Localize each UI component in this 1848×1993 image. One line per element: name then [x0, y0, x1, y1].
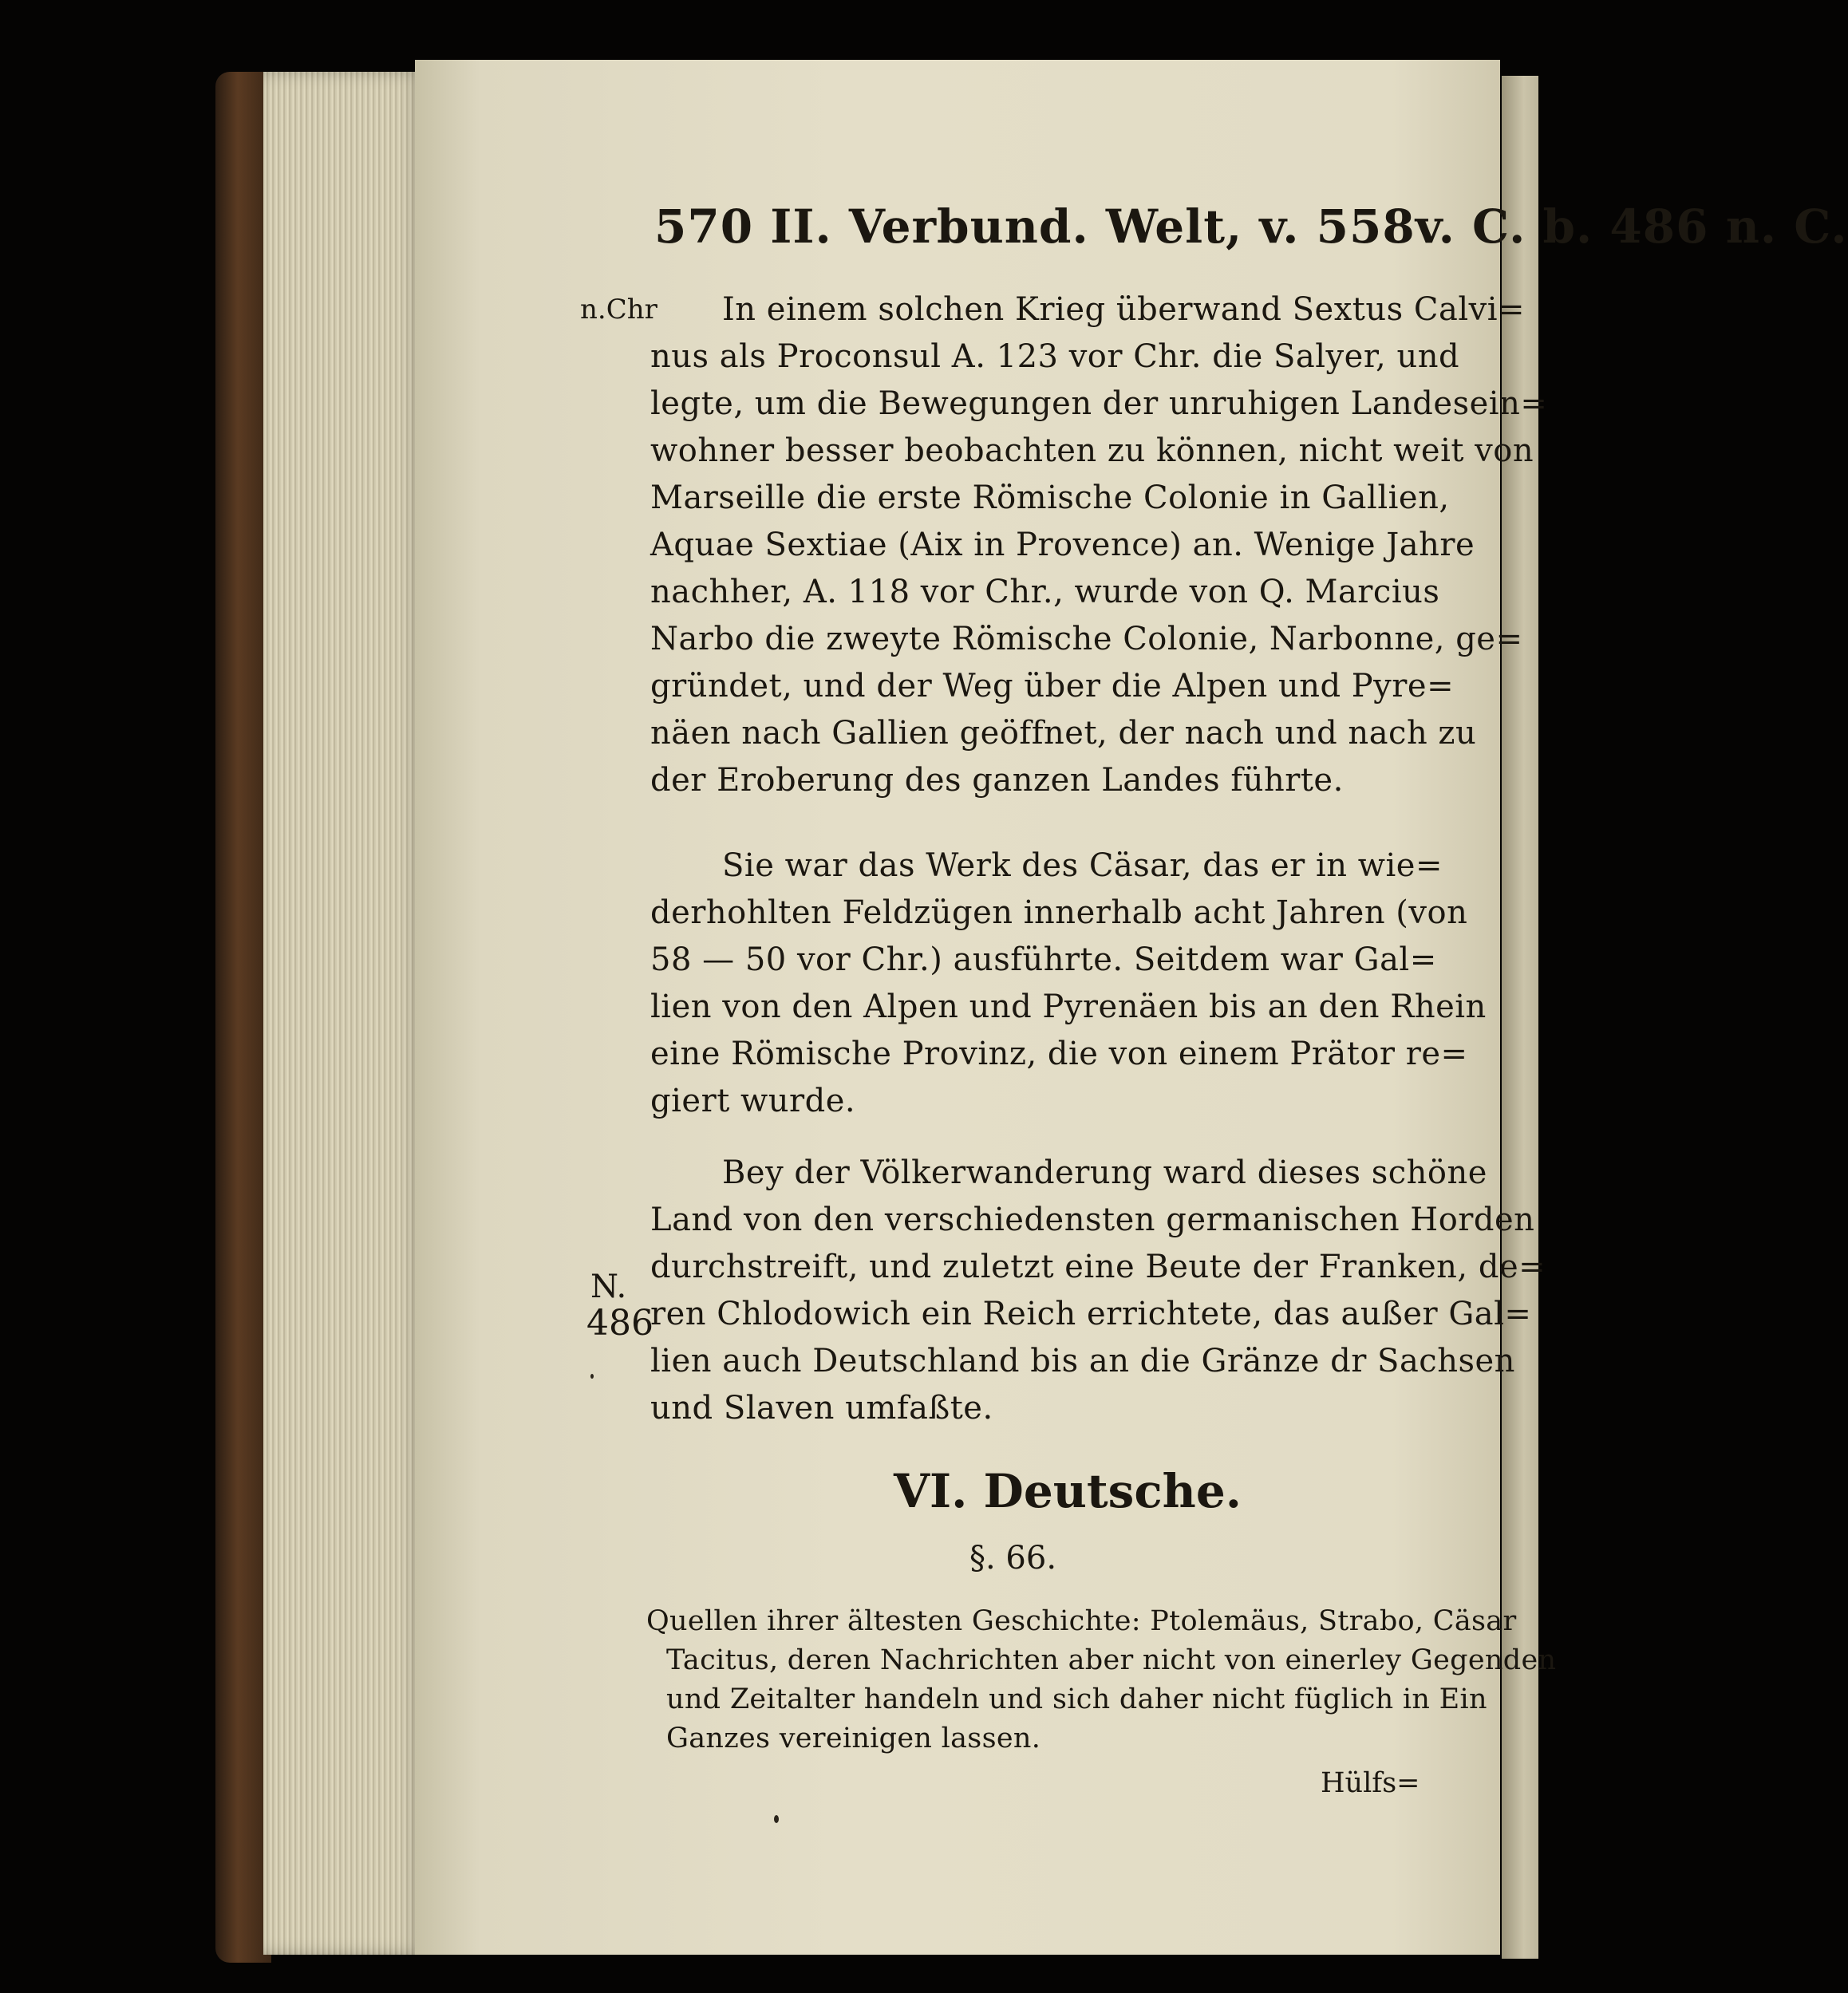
paragraph-2-line: lien von den Alpen und Pyrenäen bis an den Rhein — [650, 989, 1487, 1025]
paragraph-1-line: legte, um die Bewegungen der unruhigen Landesein= — [650, 385, 1548, 422]
paragraph-1-line: nachher, A. 118 vor Chr., wurde von Q. Marcius — [650, 574, 1440, 610]
paragraph-3-line: durchstreift, und zuletzt eine Beute der Franken, de= — [650, 1249, 1546, 1285]
paragraph-3-line: Bey der Völkerwanderung ward dieses schöne — [722, 1154, 1487, 1191]
paragraph-1-line: gründet, und der Weg über die Alpen und Pyre= — [650, 668, 1455, 704]
paragraph-2-line: Sie war das Werk des Cäsar, das er in wie= — [722, 847, 1443, 884]
paragraph-3-line: lien auch Deutschland bis an die Gränze dr Sachsen — [650, 1343, 1515, 1379]
paragraph-2-line: eine Römische Provinz, die von einem Prätor re= — [650, 1036, 1468, 1072]
paragraph-2-line: derhohlten Feldzügen innerhalb acht Jahren (von — [650, 894, 1468, 931]
paragraph-1-line: nus als Proconsul A. 123 vor Chr. die Salyer, und — [650, 338, 1460, 375]
paragraph-1-line: Marseille die erste Römische Colonie in Gallien, — [650, 480, 1450, 516]
sources-note-line: und Zeitalter handeln und sich daher nicht füglich in Ein — [666, 1683, 1487, 1715]
paragraph-1-line: der Eroberung des ganzen Landes führte. — [650, 762, 1344, 799]
paragraph-2-line: 58 — 50 vor Chr.) ausführte. Seitdem war Gal= — [650, 941, 1437, 978]
running-head: 570 II. Verbund. Welt, v. 558v. C. b. 486 n. C. — [654, 199, 1848, 254]
margin-note-year: 486 — [586, 1303, 654, 1344]
paragraph-3-line: ren Chlodowich ein Reich errichtete, das außer Gal= — [650, 1296, 1532, 1332]
facing-page-edge — [1502, 76, 1538, 1959]
paragraph-1-line: näen nach Gallien geöffnet, der nach und nach zu — [650, 715, 1477, 752]
paragraph-3-line: Land von den verschiedensten germanischen Horden — [650, 1202, 1535, 1238]
paragraph-1-line: Aquae Sextiae (Aix in Provence) an. Wenige Jahre — [650, 527, 1475, 563]
ink-speck — [774, 1815, 779, 1823]
ink-speck — [590, 1374, 594, 1379]
paragraph-1-line: Narbo die zweyte Römische Colonie, Narbonne, ge= — [650, 621, 1523, 657]
paragraph-1-line: In einem solchen Krieg überwand Sextus Calvi= — [722, 291, 1526, 328]
sources-note-line: Tacitus, deren Nachrichten aber nicht von einerley Gegenden — [666, 1644, 1557, 1676]
sources-note-line: Ganzes vereinigen lassen. — [666, 1723, 1041, 1754]
catchword: Hülfs= — [1321, 1767, 1420, 1799]
paragraph-1-line: wohner besser beobachten zu können, nicht weit von — [650, 432, 1534, 469]
margin-note-year-label: N. — [590, 1269, 627, 1305]
page-edges — [263, 72, 423, 1955]
paragraph-3-line: und Slaven umfaßte. — [650, 1390, 993, 1427]
margin-note-era: n.Chr — [580, 294, 657, 326]
sources-note-line: Quellen ihrer ältesten Geschichte: Ptolemäus, Strabo, Cäsar — [646, 1605, 1517, 1637]
section-heading: VI. Deutsche. — [894, 1464, 1242, 1518]
paragraph-mark: §. 66. — [969, 1540, 1057, 1577]
paragraph-2-line: giert wurde. — [650, 1083, 856, 1119]
